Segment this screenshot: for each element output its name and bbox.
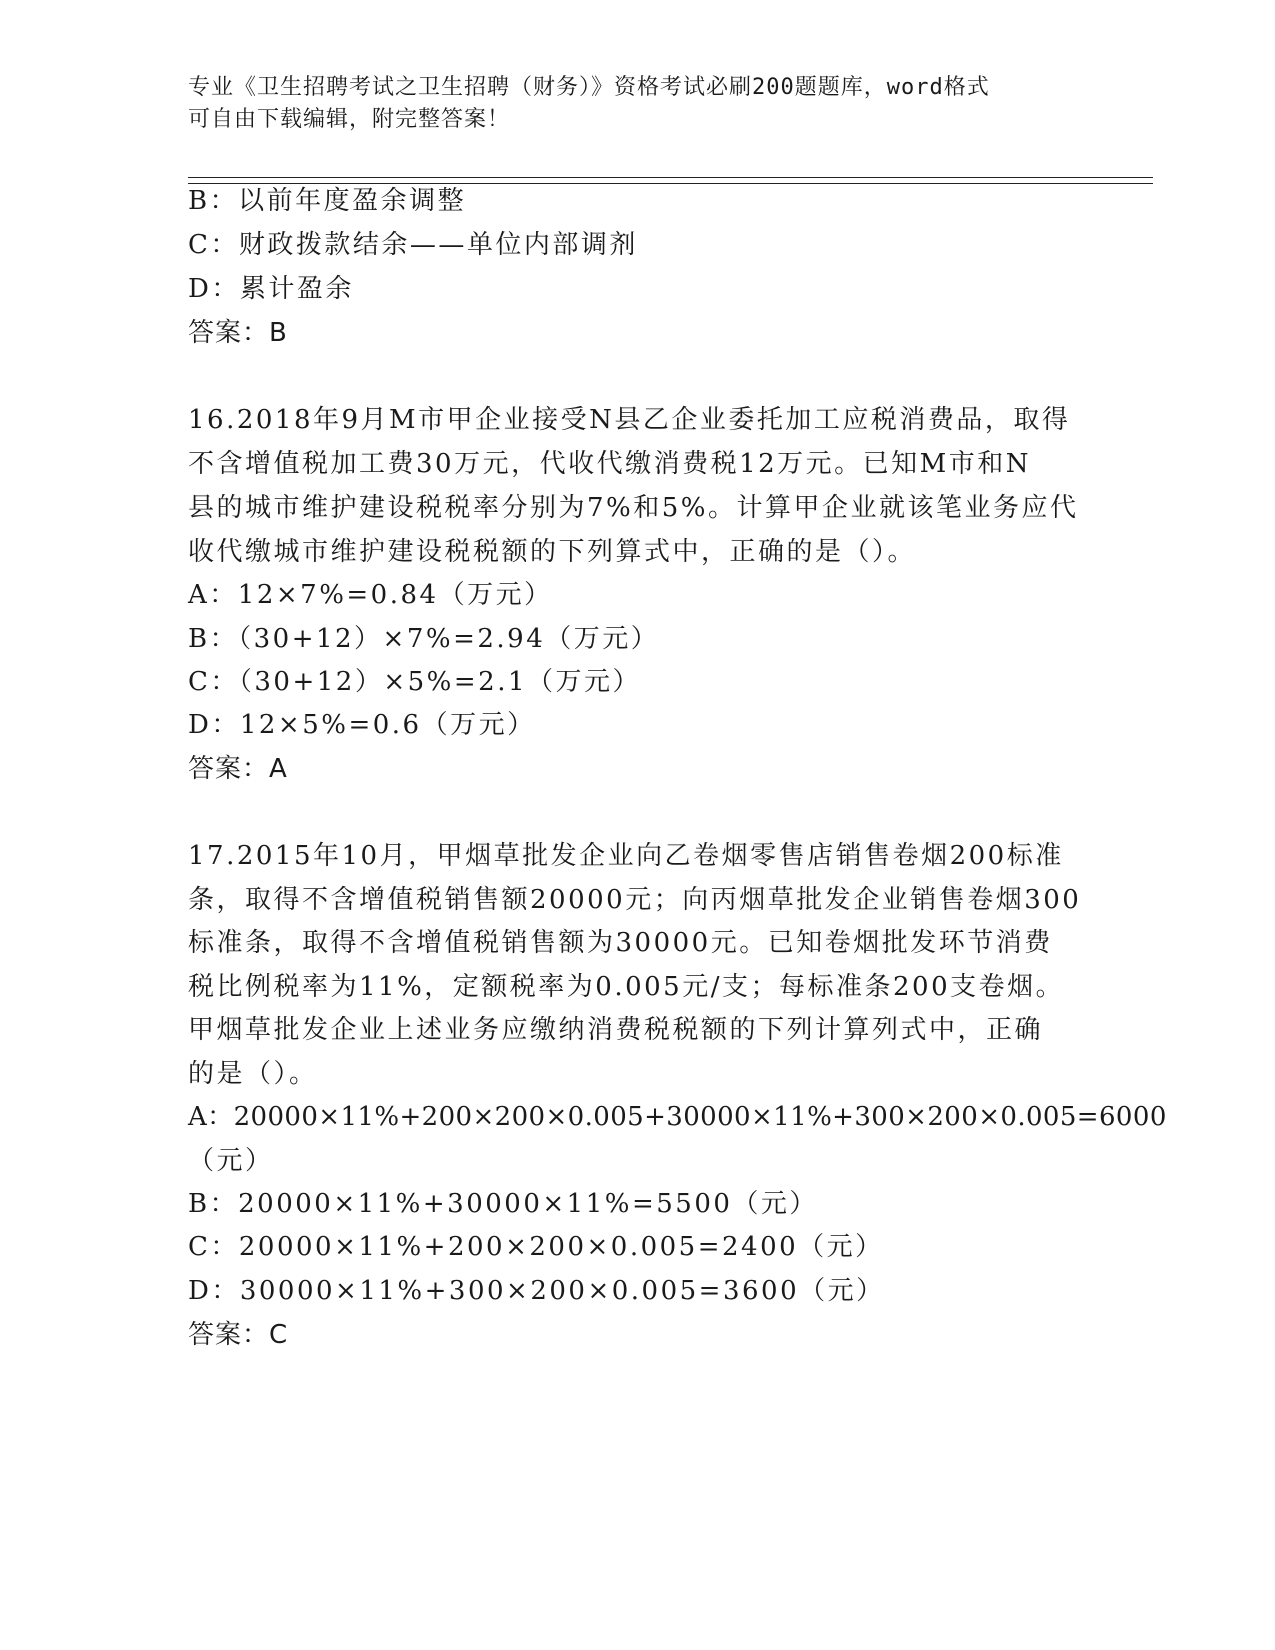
q16-option-c: C：（30+12）×5%=2.1（万元） — [188, 667, 642, 697]
q17-option-c: C：20000×11%+200×200×0.005=2400（元） — [188, 1232, 884, 1262]
q17-stem-line-6: 的是（）。 — [188, 1059, 318, 1089]
q17-stem-line-4: 税比例税率为11%，定额税率为0.005元/支；每标准条200支卷烟。 — [188, 972, 1065, 1002]
q16-option-b: B：（30+12）×7%=2.94（万元） — [188, 624, 660, 654]
q17-stem-line-5: 甲烟草批发企业上述业务应缴纳消费税税额的下列计算列式中，正确 — [188, 1015, 1044, 1045]
q15-option-d: D：累计盈余 — [188, 274, 354, 304]
q16-stem-line-4: 收代缴城市维护建设税税额的下列算式中，正确的是（）。 — [188, 537, 917, 567]
q15-option-c: C：财政拨款结余——单位内部调剂 — [188, 230, 638, 260]
q16-answer: 答案：A — [188, 754, 288, 784]
page-header — [188, 72, 1088, 136]
q17-option-d: D：30000×11%+300×200×0.005=3600（元） — [188, 1276, 885, 1306]
q16-option-d: D：12×5%=0.6（万元） — [188, 710, 536, 740]
q16-stem-line-3: 县的城市维护建设税税率分别为7%和5%。计算甲企业就该笔业务应代 — [188, 493, 1079, 523]
q15-answer: 答案：B — [188, 318, 288, 348]
q17-option-a: A：20000×11%+200×200×0.005+30000×11%+300×200×0.005=6000 — [188, 1102, 1167, 1132]
q16-stem-line-2: 不含增值税加工费30万元，代收代缴消费税12万元。已知M市和N — [188, 449, 1032, 479]
q17-stem-line-1: 17.2015年10月，甲烟草批发企业向乙卷烟零售店销售卷烟200标准 — [188, 841, 1064, 871]
q17-option-a-continued: （元） — [188, 1146, 274, 1176]
q17-answer: 答案：C — [188, 1320, 289, 1350]
header-divider-top — [188, 177, 1153, 178]
q16-stem-line-1: 16.2018年9月M市甲企业接受N县乙企业委托加工应税消费品，取得 — [188, 405, 1071, 435]
q15-option-b: B：以前年度盈余调整 — [188, 186, 467, 216]
q17-stem-line-3: 标准条，取得不含增值税销售额为30000元。已知卷烟批发环节消费 — [188, 928, 1053, 958]
header-title-line-2: 可自由下载编辑，附完整答案！ — [188, 107, 511, 132]
q17-stem-line-2: 条，取得不含增值税销售额20000元；向丙烟草批发企业销售卷烟300 — [188, 885, 1082, 915]
header-title-line-1: 专业《卫生招聘考试之卫生招聘（财务）》资格考试必刷200题题库，word格式 — [188, 75, 990, 100]
q16-option-a: A：12×7%=0.84（万元） — [188, 580, 553, 610]
q17-option-b: B：20000×11%+30000×11%=5500（元） — [188, 1189, 818, 1219]
